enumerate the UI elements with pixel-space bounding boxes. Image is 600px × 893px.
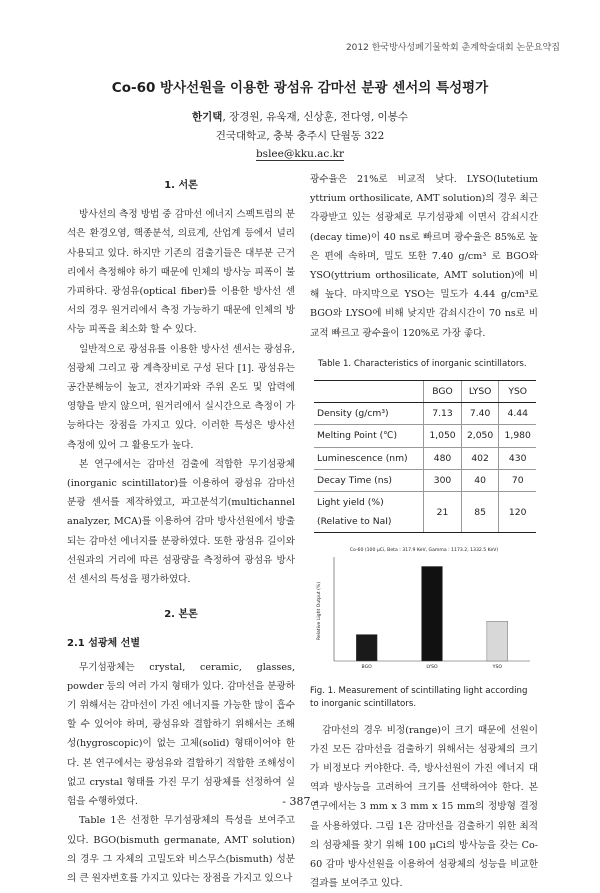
table-row-label: Decay Time (ns) <box>314 469 424 491</box>
chart-x-tick-label: BGO <box>361 665 372 671</box>
lead-author: 한기택 <box>192 111 223 123</box>
chart-bar-lyso <box>422 567 443 662</box>
table-row-label-line1: Light yield (%) <box>317 497 384 509</box>
chart-x-tick-label: YSO <box>492 665 503 671</box>
table-cell: 2,050 <box>461 425 499 447</box>
table-header-cell: YSO <box>499 381 536 403</box>
table-cell: 4.44 <box>499 403 536 425</box>
co-authors: , 장경원, 유욱재, 신상훈, 전다영, 이봉수 <box>222 111 408 123</box>
table-row <box>314 403 536 425</box>
table-row-label: Melting Point (℃) <box>314 425 424 447</box>
table-cell: 1,980 <box>499 425 536 447</box>
intro-heading: 1. 서론 <box>164 180 198 191</box>
affiliation: 건국대학교, 충북 충주시 단월동 322 <box>215 130 385 142</box>
table-cell: 430 <box>499 447 536 469</box>
table-cell: 480 <box>424 447 462 469</box>
page-number: - 387 - <box>282 795 318 808</box>
email-link[interactable]: bslee@kku.ac.kr <box>255 148 345 160</box>
intro-paragraph-1: 방사선의 측정 방법 중 감마선 에너지 스펙트럼의 분석은 환경오염, 핵종분석, 의료계, 산업계 등에서 널리 사용되고 있다. 하지만 기존의 검출기들은 대부분 근거리에서 측정해야 하기 때문에 인체의 방사능 피폭이 불가피하다. 광섬유(optical fiber)를 이용한 방사선 센서의 경우 원거리에서 측정 가능하기 때문에 인체의 방사능 피폭을 최소화 할 수 있다. <box>67 209 295 336</box>
author-list <box>0 109 600 124</box>
table-row-label: Luminescence (nm) <box>314 447 424 469</box>
table-row <box>314 447 536 469</box>
table-row <box>314 469 536 491</box>
proceedings-header: 2012 한국방사성폐기물학회 춘계학술대회 논문요약집 <box>345 43 560 53</box>
email-line <box>0 148 600 160</box>
table-cell: 7.40 <box>461 403 499 425</box>
chart-bar-yso <box>487 622 508 662</box>
body-heading: 2. 본론 <box>164 609 198 621</box>
table-cell: 1,050 <box>424 425 462 447</box>
table-row <box>314 492 536 533</box>
left-column <box>67 170 295 888</box>
table-row-label <box>314 492 424 533</box>
table-header-cell: LYSO <box>461 381 499 403</box>
table-row-label-line2: (Relative to NaI) <box>317 516 392 528</box>
table-row <box>314 425 536 447</box>
table-cell: 85 <box>461 492 499 533</box>
scintillator-table <box>314 380 536 533</box>
chart-bar-bgo <box>356 635 377 661</box>
chart-title: Co-60 (100 μCi, Beta : 317.9 KeV, Gamma : 1173.2, 1332.5 KeV) <box>349 548 499 554</box>
right-column <box>310 170 538 893</box>
right-paragraph-1: 광수율은 21%로 비교적 낮다. LYSO(lutetium yttrium orthosilicate, AMT solution)의 경우 최근 각광받고 있는 섬광체로 무기섬광체 이면서 감쇠시간(decay time)이 40 ns로 빠르며 광수율은 85%로 높은 편에 속하며, 밀도 또한 7.40 g/cm³ 로 BGO와 YSO(yttrium orthosilicate, AMT solution)에 비해 높다. 마지막으로 YSO는 밀도가 4.44 g/cm³로 BGO와 LYSO에 비해 낮지만 감쇠시간이 70 ns로 비교적 빠르고 광수율이 120%로 가장 좋다. <box>310 174 538 339</box>
table-caption: Table 1. Characteristics of inorganic scintillators. <box>318 358 527 369</box>
table-cell: 402 <box>461 447 499 469</box>
table-cell: 7.13 <box>424 403 462 425</box>
table-cell: 70 <box>499 469 536 491</box>
sub-heading: 2.1 섬광체 선별 <box>67 638 140 650</box>
table-row-label: Density (g/cm³) <box>314 403 424 425</box>
body-paragraph-2: Table 1은 선정한 무기섬광체의 특성을 보여주고 있다. BGO(bismuth germanate, AMT solution)의 경우 그 자체의 고밀도와 비스무스(bismuth) 성분의 큰 원자번호를 가지고 있다는 장점을 가지고 있으나 <box>67 815 295 884</box>
table-cell: 120 <box>499 492 536 533</box>
table-cell: 40 <box>461 469 499 491</box>
bar-chart <box>310 543 538 673</box>
body-paragraph-1: 무기섬광체는 crystal, ceramic, glasses, powder 등의 여러 가지 형태가 있다. 감마선을 분광하기 위해서는 감마선이 가진 에너지를 가능한 많이 흡수할 수 있어야 하며, 광섬유와 결합하기 위해서는 조해성(hygroscopic)이 없는 고체(solid) 형태이어야 한다. 본 연구에서는 광섬유와 결합하기 적합한 조해성이 없고 crystal 형태를 가진 무기 섬광체를 선정하여 실험을 수행하였다. <box>67 661 295 808</box>
table-header-cell <box>314 381 424 403</box>
chart-x-tick-label: LYSO <box>426 665 438 671</box>
paper-title: Co-60 방사선원을 이용한 광섬유 감마선 분광 센서의 특성평가 <box>111 80 489 96</box>
right-paragraph-2: 감마선의 경우 비정(range)이 크기 때문에 선원이 가진 모든 감마선을 검출하기 위해서는 섬광체의 크기가 비정보다 커야한다. 즉, 방사선원이 가진 에너지 대역과 방사능을 고려하여 크기를 선택하여야 한다. 본 연구에서는 3 mm x 3 mm x 15 mm의 정방형 결정을 사용하였다. 그림 1은 감마선을 검출하기 위한 최적의 섬광체를 찾기 위해 100 μCi의 방사능을 갖는 Co-60 감마 방사선원을 이용하여 섬광체의 성능을 비교한 결과를 보여주고 있다. <box>310 724 538 890</box>
figure-caption: Fig. 1. Measurement of scintillating light according to inorganic scintillators. <box>310 685 528 709</box>
table-cell: 21 <box>424 492 462 533</box>
table-cell: 300 <box>424 469 462 491</box>
chart-y-axis-label: Relative Light Output (%) <box>317 582 322 641</box>
figure-chart <box>310 543 538 680</box>
table-header-cell: BGO <box>424 381 462 403</box>
intro-paragraph-2: 일반적으로 광섬유를 이용한 방사선 센서는 광섬유, 섬광체 그리고 광 계측장비로 구성 된다 [1]. 광섬유는 공간분해능이 높고, 전자기파와 주위 온도 및 압력에 영향을 받지 않으며, 원거리에서 실시간으로 측정이 가능하다는 장점을 가지고 있다. 이러한 특성은 방사선 측정에 있어 그 활용도가 높다. <box>67 343 295 451</box>
intro-paragraph-3: 본 연구에서는 감마선 검출에 적합한 무기섬광체(inorganic scintillator)를 이용하여 광섬유 감마선 분광 센서를 제작하였고, 파고분석기(multichannel analyzer, MCA)를 이용하여 감마 방사선원에서 방출되는 감마선 에너지를 분광하였다. 또한 광섬유 길이와 선원과의 거리에 따른 섬광량을 측정하여 광섬유 방사선 센서의 특성을 평가하였다. <box>67 458 295 586</box>
table-header-row <box>314 381 536 403</box>
